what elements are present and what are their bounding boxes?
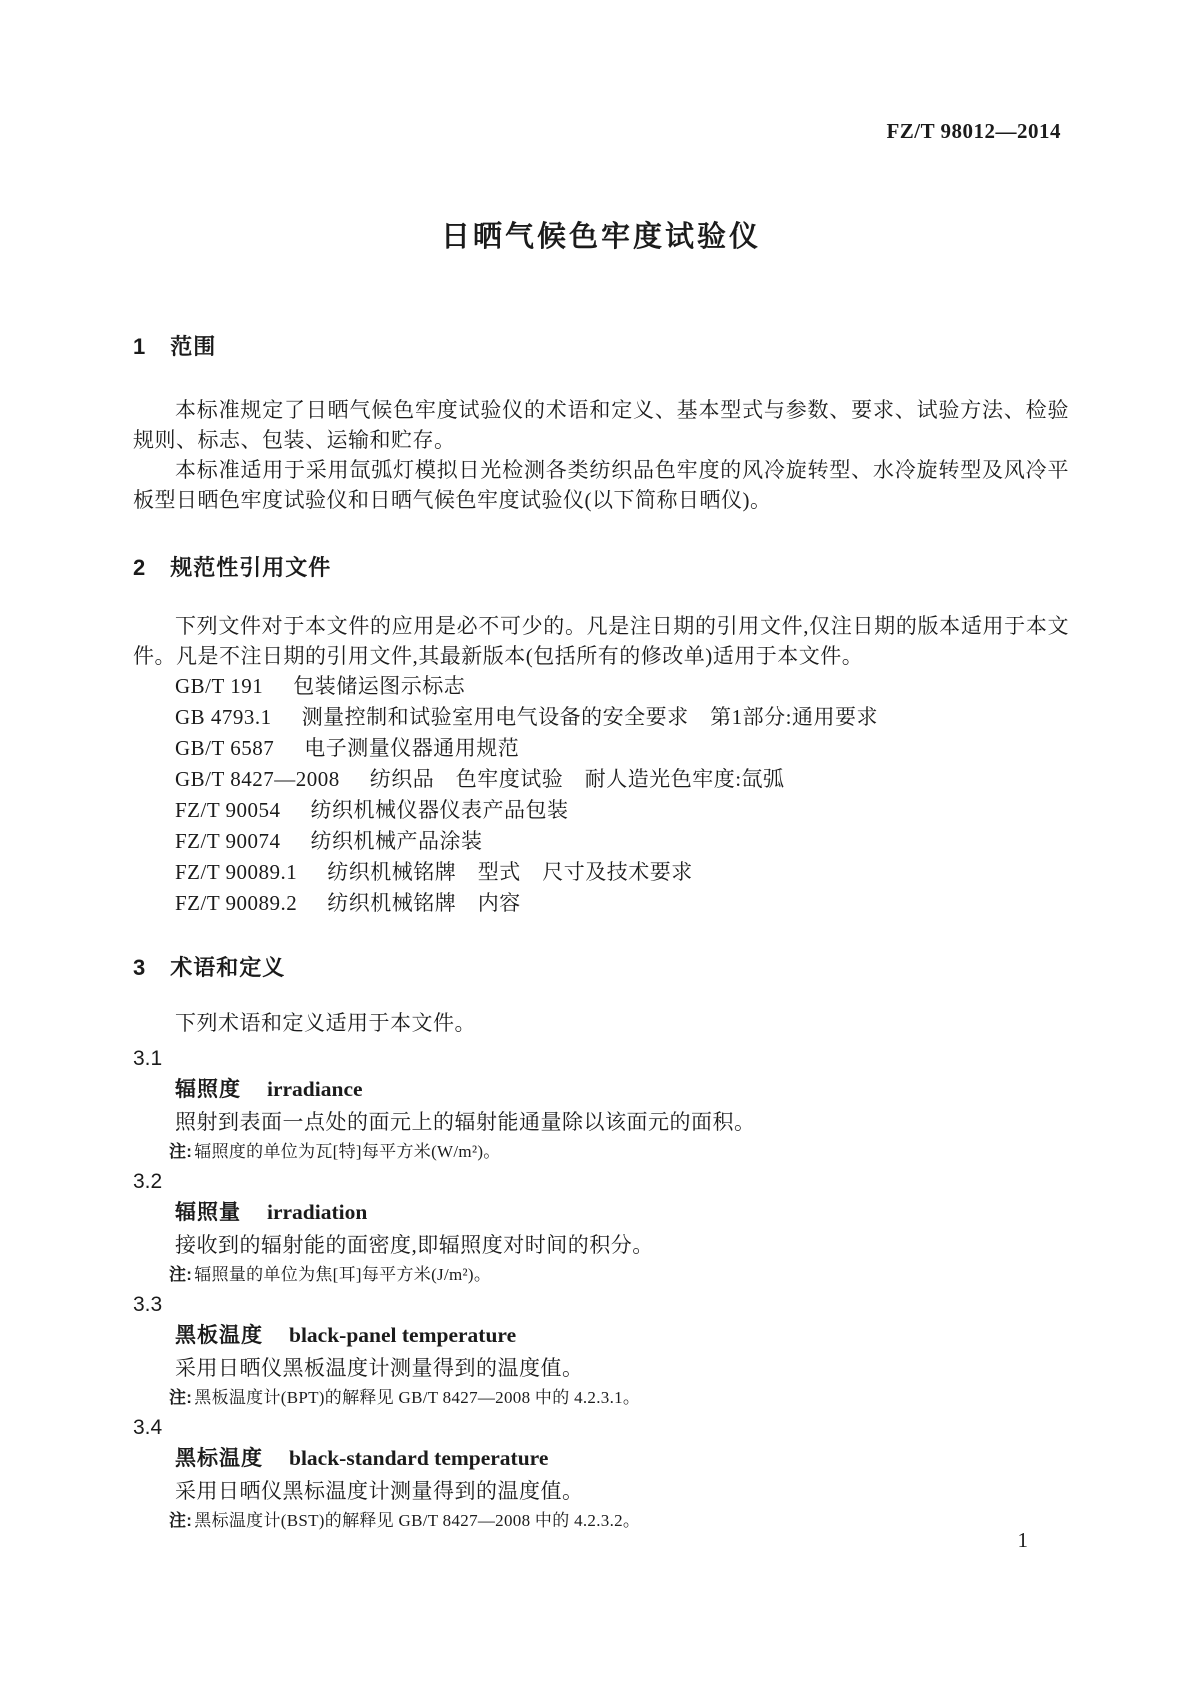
term-definition: 照射到表面一点处的面元上的辐射能通量除以该面元的面积。 [175, 1110, 756, 1134]
document-content [133, 0, 1069, 1536]
reference-item [175, 764, 1069, 795]
term-note [133, 1260, 1069, 1290]
reference-code: GB/T 191 [175, 674, 264, 698]
term-block-3-4 [133, 1413, 1069, 1536]
reference-code: GB/T 6587 [175, 736, 275, 760]
term-name-zh: 黑板温度 [175, 1324, 263, 1347]
reference-item [175, 702, 1069, 733]
section-3-heading [133, 955, 1069, 981]
reference-title: 纺织机械仪器仪表产品包装 [310, 798, 569, 822]
section-3-intro: 下列术语和定义适用于本文件。 [175, 1011, 476, 1035]
term-block-3-1 [133, 1044, 1069, 1167]
note-text: 黑标温度计(BST)的解释见 GB/T 8427—2008 中的 4.2.3.2。 [194, 1511, 641, 1530]
reference-item [175, 888, 1069, 919]
reference-title: 纺织机械铭牌 型式 尺寸及技术要求 [327, 860, 693, 884]
term-name-en: irradiation [267, 1200, 368, 1224]
term-name-zh: 黑标温度 [175, 1447, 263, 1470]
note-label: 注: [169, 1511, 193, 1530]
term-definition: 接收到的辐射能的面密度,即辐照度对时间的积分。 [175, 1233, 654, 1257]
document-title: 日晒气候色牢度试验仪 [440, 221, 761, 253]
section-3-title: 术语和定义 [170, 955, 286, 980]
reference-code: GB/T 8427—2008 [175, 767, 340, 791]
reference-code: FZ/T 90074 [175, 829, 281, 853]
terms-list [133, 1044, 1069, 1536]
section-2-number: 2 [133, 555, 147, 580]
reference-item [175, 826, 1069, 857]
term-definition: 采用日晒仪黑板温度计测量得到的温度值。 [175, 1356, 584, 1380]
standard-code: FZ/T 98012—2014 [886, 119, 1061, 143]
term-number: 3.1 [133, 1047, 163, 1070]
term-name [133, 1443, 1069, 1476]
reference-title: 纺织品 色牢度试验 耐人造光色牢度:氙弧 [369, 767, 785, 791]
term-name-en: black-panel temperature [289, 1323, 517, 1347]
reference-code: FZ/T 90054 [175, 798, 281, 822]
reference-code: FZ/T 90089.2 [175, 891, 298, 915]
term-number: 3.2 [133, 1170, 163, 1193]
term-number: 3.4 [133, 1416, 163, 1439]
reference-title: 测量控制和试验室用电气设备的安全要求 第1部分:通用要求 [301, 705, 879, 729]
term-name-en: irradiance [267, 1077, 363, 1101]
section-2-heading [133, 555, 1069, 581]
note-text: 黑板温度计(BPT)的解释见 GB/T 8427—2008 中的 4.2.3.1。 [194, 1388, 641, 1407]
note-text: 辐照度的单位为瓦[特]每平方米(W/m²)。 [194, 1142, 501, 1161]
section-3-number: 3 [133, 955, 147, 980]
term-name [133, 1197, 1069, 1230]
term-note [133, 1383, 1069, 1413]
term-name-en: black-standard temperature [289, 1446, 549, 1470]
reference-item [175, 671, 1069, 702]
term-block-3-2 [133, 1167, 1069, 1290]
section-2-title: 规范性引用文件 [170, 555, 332, 580]
page-number: 1 [1017, 1528, 1028, 1552]
term-name [133, 1074, 1069, 1107]
note-label: 注: [169, 1265, 193, 1284]
reference-title: 电子测量仪器通用规范 [304, 736, 520, 760]
reference-item [175, 733, 1069, 764]
reference-item [175, 795, 1069, 826]
note-label: 注: [169, 1142, 193, 1161]
term-definition: 采用日晒仪黑标温度计测量得到的温度值。 [175, 1479, 584, 1503]
section-1-number: 1 [133, 334, 147, 359]
term-name [133, 1320, 1069, 1353]
reference-item [175, 857, 1069, 888]
section-1-title: 范围 [170, 334, 217, 359]
section-1-heading [133, 334, 1069, 360]
reference-code: FZ/T 90089.1 [175, 860, 298, 884]
reference-title: 纺织机械铭牌 内容 [327, 891, 521, 915]
normative-references-list [133, 671, 1069, 919]
note-text: 辐照量的单位为焦[耳]每平方米(J/m²)。 [194, 1265, 492, 1284]
reference-code: GB 4793.1 [175, 705, 272, 729]
note-label: 注: [169, 1388, 193, 1407]
reference-title: 包装储运图示标志 [293, 674, 466, 698]
section-1-paragraph-1: 本标准规定了日晒气候色牢度试验仪的术语和定义、基本型式与参数、要求、试验方法、检验规则、标志、包装、运输和贮存。 [133, 398, 1069, 452]
term-note [133, 1137, 1069, 1167]
term-note [133, 1506, 1069, 1536]
term-name-zh: 辐照量 [175, 1201, 241, 1224]
term-number: 3.3 [133, 1293, 163, 1316]
term-block-3-3 [133, 1290, 1069, 1413]
term-name-zh: 辐照度 [175, 1078, 241, 1101]
section-1-paragraph-2: 本标准适用于采用氙弧灯模拟日光检测各类纺织品色牢度的风冷旋转型、水冷旋转型及风冷平板型日晒色牢度试验仪和日晒气候色牢度试验仪(以下简称日晒仪)。 [133, 458, 1069, 512]
reference-title: 纺织机械产品涂装 [310, 829, 483, 853]
section-2-paragraph-1: 下列文件对于本文件的应用是必不可少的。凡是注日期的引用文件,仅注日期的版本适用于本文件。凡是不注日期的引用文件,其最新版本(包括所有的修改单)适用于本文件。 [133, 614, 1069, 668]
